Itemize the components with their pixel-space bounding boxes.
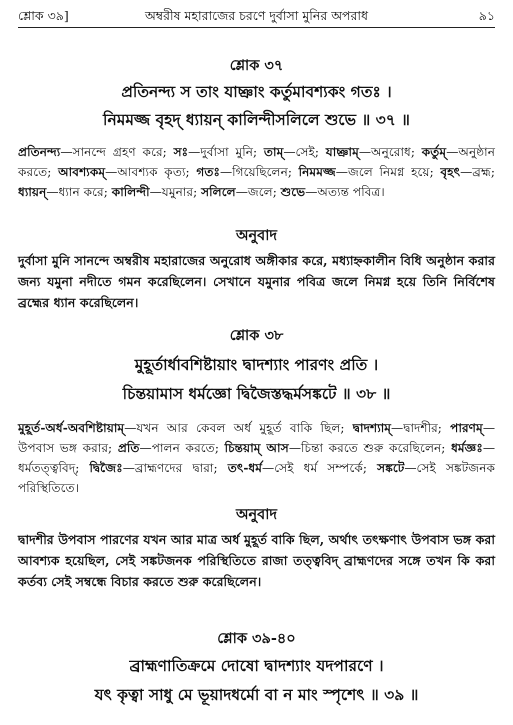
synonym-meaning: —যখন আর কেবল অর্ধ মুহূর্ত বাকি ছিল; — [124, 421, 353, 435]
verse-37-title: শ্লোক ৩৭ — [229, 57, 284, 74]
translation-38-text: দ্বাদশীর উপবাস পারণের যখন আর মাত্র অর্ধ মুহূর্ত বাকি ছিল, অর্থাৎ তৎক্ষণাৎ উপবাস ভঙ্গ করা আবশ্যক হয়েছিল, সেই সঙ্কটজনক পরিস্থিতিতে রাজা তত্ত্ববিদ্ ব্রাহ্মণদের সঙ্গে তখন কি করা কর্তব্য সেই সম্বন্ধে বিচার করতে শুরু করেছিলেন। — [18, 532, 495, 589]
translation-38-title: অনুবাদ — [235, 506, 278, 523]
synonym-word: দ্বাদশ্যাম্ — [352, 421, 392, 435]
synonym-meaning: —জলে; — [235, 185, 281, 199]
synonym-word: ধ্যায়ন্ — [18, 185, 47, 199]
synonym-word: পারণম্ — [450, 421, 483, 435]
synonym-word: প্রতিনন্দ্য — [18, 145, 61, 159]
synonym-word: তৎ-ধর্ম — [227, 461, 263, 475]
synonym-word: গতঃ — [196, 165, 220, 179]
synonym-word: বৃহৎ — [440, 165, 461, 179]
synonym-meaning: —গিয়েছিলেন; — [219, 165, 299, 179]
synonym-word: কালিন্দী — [111, 185, 150, 199]
verse-39-line-1: ব্রাহ্মণাতিক্রমে দোষো দ্বাদশ্যাং যদপারণে । — [129, 656, 384, 675]
verse-37-line-1: প্রতিনন্দ্য স তাং যাচ্ঞাং কর্তুমাবশ্যকং গতঃ । — [121, 82, 392, 101]
synonym-word: নিমমজ্জ — [298, 165, 336, 179]
synonym-word: ধর্মজ্ঞঃ — [451, 441, 483, 455]
synonym-word: সঃ — [173, 145, 189, 159]
synonym-word: সঙ্কটে — [377, 461, 405, 475]
synonym-meaning: —সেই; — [283, 145, 326, 159]
synonyms-37 — [18, 142, 495, 202]
synonym-meaning: —অনুষ্ঠান করতে; — [18, 145, 495, 179]
verse-39-40-title: শ্লোক ৩৯-৪০ — [217, 630, 296, 647]
translation-37-title: অনুবাদ — [235, 227, 278, 244]
synonym-meaning: —ধর্মতত্ত্ববিদ্; — [18, 441, 496, 475]
verse-37-line-2: নিমমজ্জ বৃহদ্ ধ্যায়ন্ কালিন্দীসলিলে শুভে ॥ ৩৭ ॥ — [103, 110, 410, 129]
synonym-meaning: —সেই সঙ্কটজনক পরিস্থিতিতে। — [18, 461, 495, 495]
verse-38-line-1: মুহূর্তার্ধাবশিষ্টায়াং দ্বাদশ্যাং পারণং প্রতি । — [134, 355, 379, 374]
header-verse-ref: শ্লোক ৩৯] — [18, 8, 69, 23]
translation-37-text: দুর্বাসা মুনি সানন্দে অম্বরীষ মহারাজের অনুরোধ অঙ্গীকার করে, মধ্যাহ্নকালীন বিধি অনুষ্ঠান করার জন্য যমুনা নদীতে গমন করেছিলেন। সেখানে যমুনার পবিত্র জলে নিমগ্ন হয়ে তিনি নির্বিশেষ ব্রহ্মের ধ্যান করেছিলেন। — [18, 253, 495, 310]
synonym-meaning: —ধ্যান করে; — [46, 185, 112, 199]
synonym-word: প্রতি — [117, 441, 140, 455]
page-number: ৯১ — [478, 8, 495, 23]
synonym-meaning: —অত্যন্ত পবিত্র। — [305, 185, 385, 199]
synonym-meaning: —দ্বাদশীর; — [391, 421, 451, 435]
synonym-meaning: —ব্রাহ্মণদের দ্বারা; — [122, 461, 228, 475]
synonyms-38 — [18, 418, 495, 498]
synonym-meaning: —সেই ধর্ম সম্পর্কে; — [262, 461, 378, 475]
synonym-meaning: —অনুরোধ; — [358, 145, 422, 159]
synonym-word: শুভে — [280, 185, 306, 199]
synonym-meaning: —জলে নিমগ্ন হয়ে; — [335, 165, 441, 179]
verse-39-line-2: যৎ কৃত্বা সাধু মে ভূয়াদধর্মো বা ন মাং স্পৃশেৎ ॥ ৩৯ ॥ — [94, 685, 419, 704]
synonym-word: আবশ্যকম্ — [58, 165, 106, 179]
synonym-meaning: —পালন করতে; — [139, 441, 225, 455]
header-divider — [18, 27, 495, 28]
verse-38-line-2: চিন্তয়ামাস ধর্মজ্ঞো দ্বিজৈস্তদ্ধর্মসঙ্কটে ॥ ৩৮ ॥ — [122, 384, 391, 403]
synonym-meaning: —চিন্তা করতে শুরু করেছিলেন; — [288, 441, 452, 455]
synonym-word: তাম্ — [263, 145, 284, 159]
synonym-word: চিন্তয়াম্ আস — [224, 441, 289, 455]
header-chapter-title: অম্বরীষ মহারাজের চরণে দুর্বাসা মুনির অপরাধ — [144, 8, 369, 23]
synonym-meaning: —উপবাস ভঙ্গ করার; — [18, 421, 496, 455]
synonym-word: কর্তুম্ — [421, 145, 447, 159]
synonym-meaning: —আবশ্যক কৃত্য; — [105, 165, 197, 179]
synonym-word: মুহূর্ত-অর্ধ-অবশিষ্টায়াম্ — [18, 421, 125, 435]
synonym-meaning: —সানন্দে গ্রহণ করে; — [60, 145, 174, 159]
verse-38-title: শ্লোক ৩৮ — [229, 327, 284, 344]
synonym-meaning: —দুর্বাসা মুনি; — [188, 145, 264, 159]
synonym-meaning: —ব্রহ্ম; — [460, 165, 495, 179]
synonym-word: দ্বিজৈঃ — [89, 461, 123, 475]
synonym-word: যাচ্ঞাম্ — [325, 145, 359, 159]
synonym-word: সলিলে — [201, 185, 236, 199]
synonym-meaning: —যমুনার; — [149, 185, 202, 199]
